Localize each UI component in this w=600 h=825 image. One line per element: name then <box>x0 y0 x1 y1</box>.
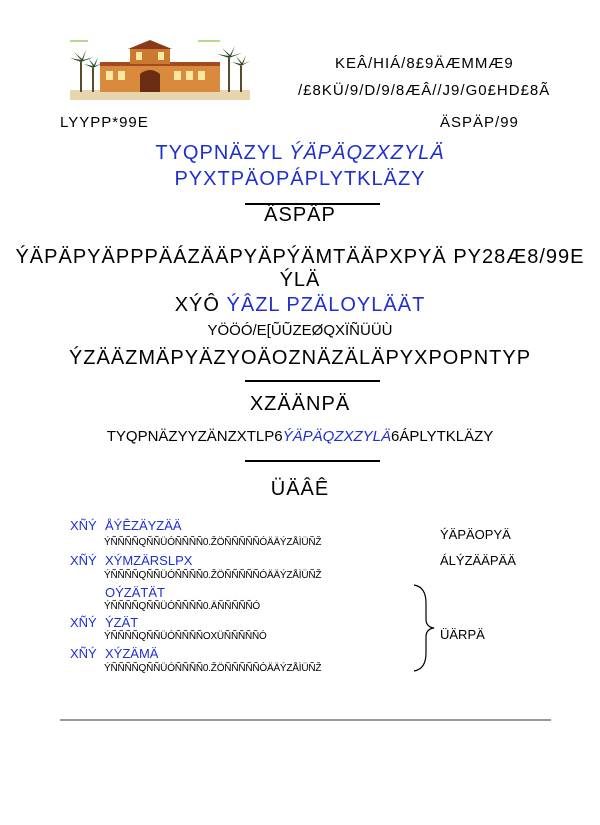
item-1-label: XÑÝ <box>70 518 97 533</box>
item-1-name: ÅÝÊZÄYZÄÄ <box>105 518 182 533</box>
item-4-desc: ÝÑÑÑÑQÑÑÜÓÑÑÑÑOXÜÑÑÑÑÑÓ <box>104 631 267 642</box>
section-1-line-3b: ÝÂZL PZÄLOYLÄÄT <box>226 294 426 316</box>
footer-divider <box>60 719 551 721</box>
item-2-desc: ÝÑÑÑÑQÑÑÜÓÑÑÑÑ0.ŽÖÑÑÑÑÑÓÄÄÝZÅÌÜÑŽ <box>104 570 322 581</box>
section-1-line-1a: ÝÄPÄPYÄPPPÄÁZÄÄPYÄPÝÄMTÄÄPXPYÄ <box>15 246 447 268</box>
section-1-line-1 <box>0 246 600 269</box>
divider-2 <box>245 380 380 382</box>
item-2-name: XÝMZÄRSLPX <box>105 553 193 568</box>
section-1-line-2: ÝLÄ <box>279 269 321 291</box>
section-2-line-1c: 6ÁPLYTKLÄZY <box>390 428 494 445</box>
item-4-name: ÝZÄT <box>105 615 139 630</box>
header-line-2: /£8KÜ/9/D/9/8ÆÂ//J9/G0£HD£8Ã <box>298 82 551 99</box>
title-line-1 <box>0 142 600 165</box>
side-note-c: ÜÄRPÄ <box>440 627 485 642</box>
title-line-2: PYXTPÄOPÁPLYTKLÄZY <box>174 168 426 190</box>
item-4-label: XÑÝ <box>70 615 97 630</box>
header-line-1: KEÂ/HIÁ/8£9ÄÆMMÆ9 <box>335 55 514 72</box>
item-5-name: XÝZÄMÄ <box>105 646 159 661</box>
section-2-line-1a: TYQPNÄZYYZÄNZXTLP6 <box>106 428 283 445</box>
section-1-heading: ÄSPÄP <box>264 204 336 226</box>
side-note-a: ÝÄPÄOPYÄ <box>440 527 511 542</box>
title-line-1a: TYQPNÄZYL <box>155 142 283 164</box>
building-logo-image <box>70 38 250 100</box>
palm-tree-icon <box>70 50 103 92</box>
item-1-desc: ÝÑÑÑÑQÑÑÜÓÑÑÑÑ0.ŽÖÑÑÑÑÑÓÄÄÝZÅÌÜÑŽ <box>104 537 322 548</box>
item-3-name: OÝZÄTÄT <box>105 585 165 600</box>
right-brace-icon <box>412 583 436 673</box>
title-line-1b: ÝÄPÄQZXZYLÄ <box>289 142 445 164</box>
section-2-line-1b: ÝÄPÄQZXZYLÄ <box>282 428 391 445</box>
section-3-heading: ÜÄÂÊ <box>270 478 330 500</box>
section-1-line-1b: PY28Æ8/99E <box>453 246 585 268</box>
item-3-desc: ÝÑÑÑÑQÑÑÜÓÑÑÑÑ0.ÄÑÑÑÑÑÓ <box>104 601 260 612</box>
header-right: ÄSPÄP/99 <box>440 114 519 131</box>
header-left: LYYPP*99E <box>60 114 149 131</box>
section-1-line-3a: XÝÔ <box>174 294 220 316</box>
section-1-line-5: ÝZÄÄZMÄPYÄZYOÄOZNÄZÄLÄPYXPOPNTYP <box>68 347 532 369</box>
side-note-b: ÁLÝZÄÄPÄÄ <box>440 553 516 568</box>
item-5-label: XÑÝ <box>70 646 97 661</box>
divider-3 <box>245 460 380 462</box>
section-2-heading: XZÄÄNPÄ <box>249 393 351 415</box>
item-2-label: XÑÝ <box>70 553 97 568</box>
section-1-line-3 <box>0 294 600 317</box>
section-1-line-4: YÖÖÓ/E[ŨŨZEØQXÏÑÜÜÙ <box>207 322 393 339</box>
section-2-line-1 <box>0 428 600 445</box>
item-5-desc: ÝÑÑÑÑQÑÑÜÓÑÑÑÑ0.ŽÖÑÑÑÑÑÓÄÄÝZÅÌÜÑŽ <box>104 663 322 674</box>
